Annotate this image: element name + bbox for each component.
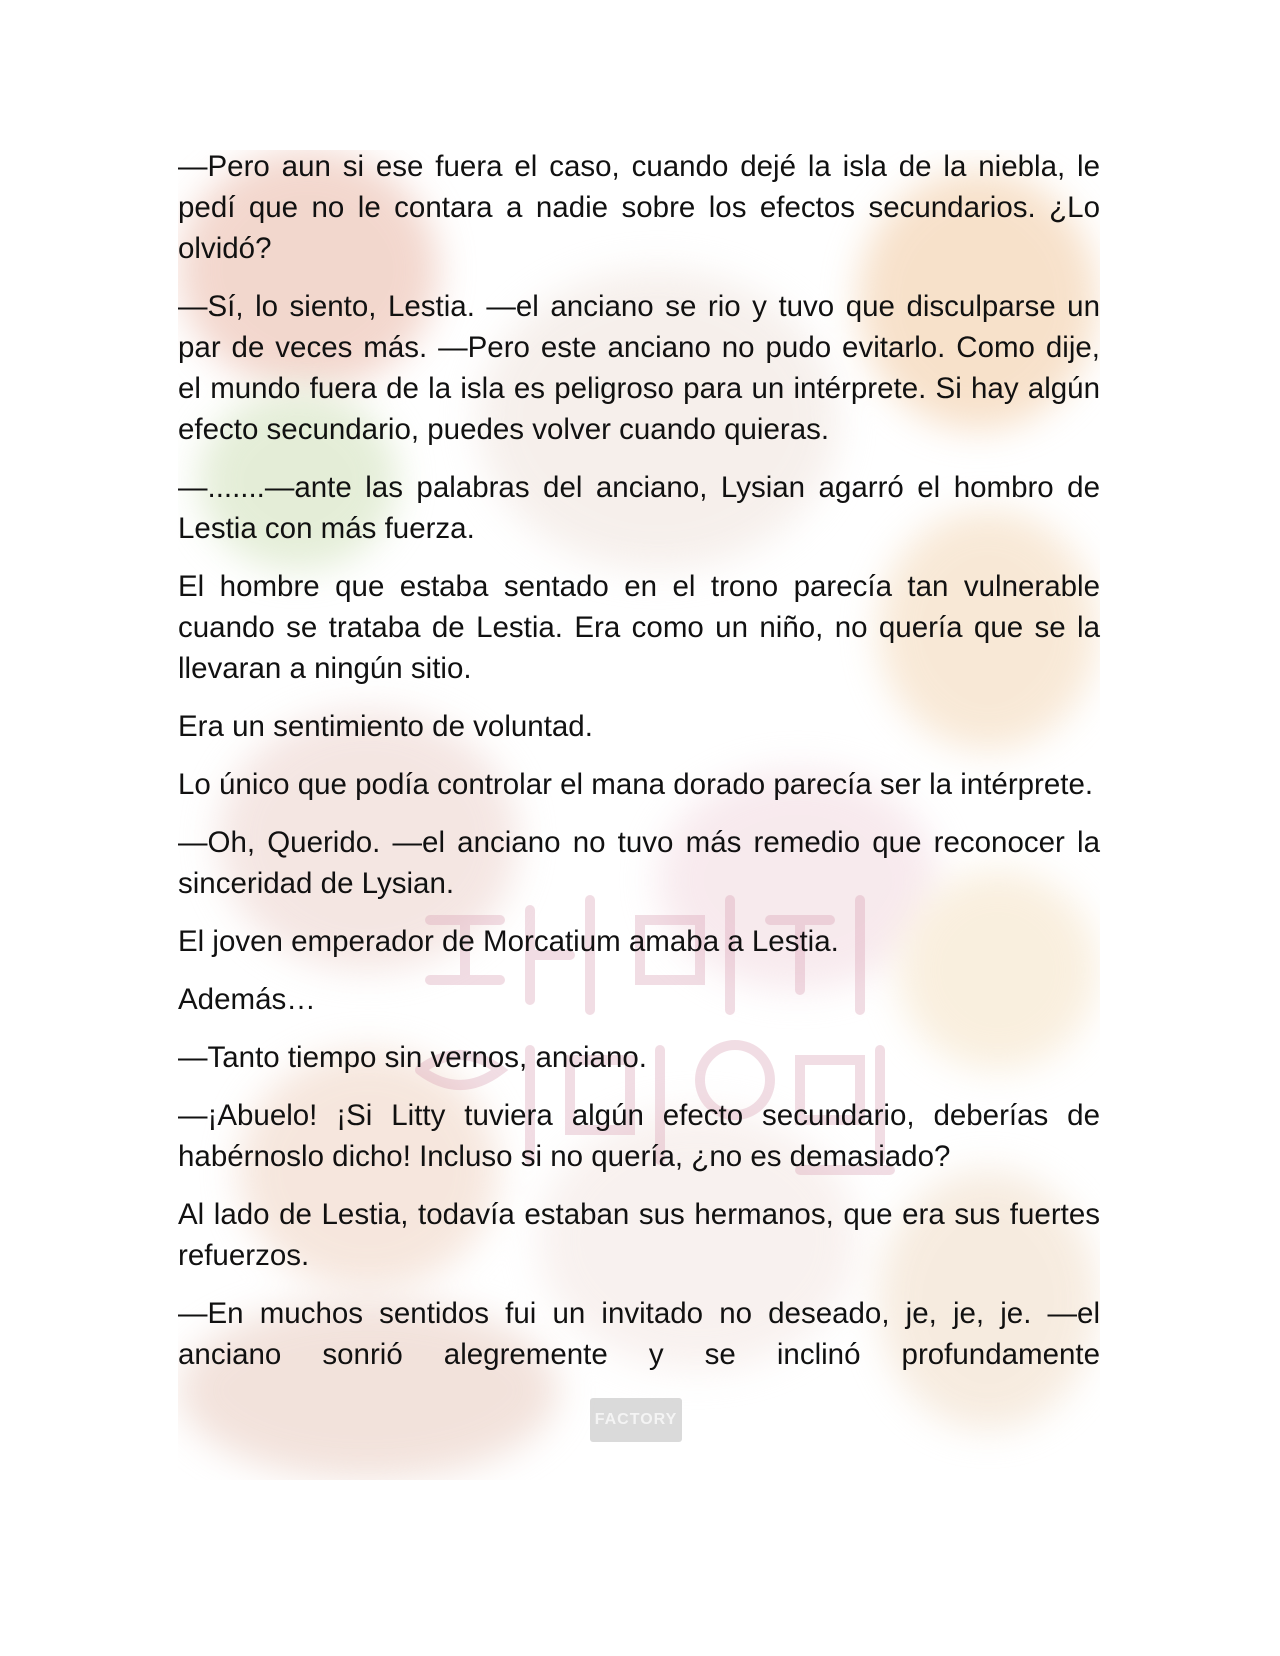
factory-stamp [590,1398,682,1442]
paragraph: —Tanto tiempo sin vernos, anciano. [178,1041,647,1074]
paragraph: Lo único que podía controlar el mana dorado parecía ser la intérprete. [178,768,1094,801]
paragraph: —Sí, lo siento, Lestia. —el anciano se rio y tuvo que disculparse un par de veces más. —Pero este anciano no pudo evitarlo. Como dije, el mundo fuera de la isla es peligroso para un intérprete. Si hay algún efecto secundario, puedes volver cuando quieras. [178,290,1100,446]
factory-stamp-text: FACTORY [594,1411,678,1428]
paragraph: Al lado de Lestia, todavía estaban sus hermanos, que era sus fuertes refuerzos. [178,1198,1100,1272]
paragraph: —Pero aun si ese fuera el caso, cuando dejé la isla de la niebla, le pedí que no le contara a nadie sobre los efectos secundarios. ¿Lo olvidó? [178,150,1100,265]
paragraph: El joven emperador de Morcatium amaba a Lestia. [178,925,839,958]
paragraph: Era un sentimiento de voluntad. [178,710,593,743]
paragraph: —En muchos sentidos fui un invitado no deseado, je, je, je. —el anciano sonrió alegremente y se inclinó profundamente [178,1297,1100,1371]
paragraph: —¡Abuelo! ¡Si Litty tuviera algún efecto secundario, deberías de habérnoslo dicho! Incluso si no quería, ¿no es demasiado? [178,1099,1100,1173]
paragraph: Además… [178,983,316,1016]
paragraph: —Oh, Querido. —el anciano no tuvo más remedio que reconocer la sinceridad de Lysian. [178,826,1100,900]
paragraph: El hombre que estaba sentado en el trono parecía tan vulnerable cuando se trataba de Lestia. Era como un niño, no quería que se la llevaran a ningún sitio. [178,570,1100,685]
paragraph: —.......—ante las palabras del anciano, Lysian agarró el hombro de Lestia con más fuerza. [178,471,1100,545]
body-text [178,146,1100,1392]
